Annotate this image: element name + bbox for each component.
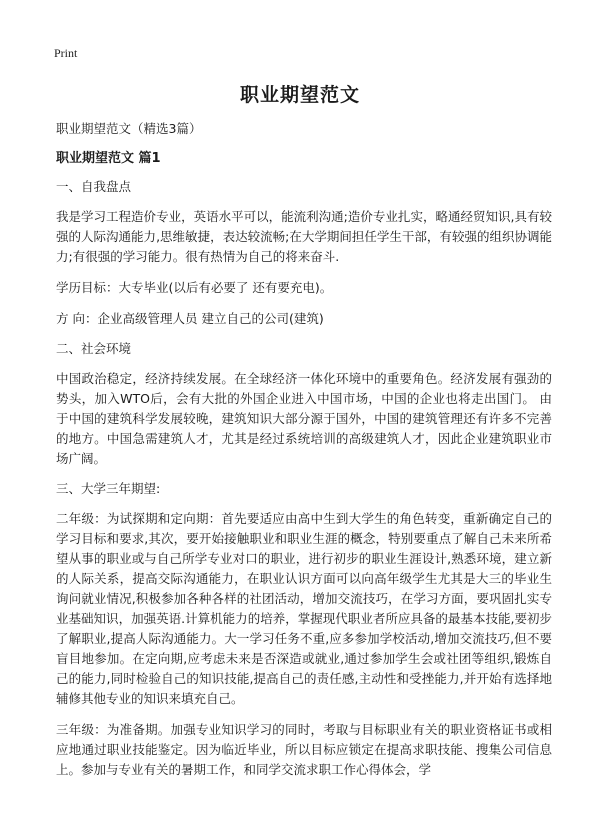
document-body [56,120,552,791]
paragraph-self-assessment: 我是学习工程造价专业，英语水平可以，能流利沟通;造价专业扎实，略通经贸知识,具有较强的人际沟通能力,思维敏捷，表达较流畅;在大学期间担任学生干部，有较强的组织协调能力;有很强的学习能力。很有热情为自己的将来奋斗. [56,209,552,264]
document-subtitle: 职业期望范文（精选3篇） [56,121,202,136]
paragraph-social-environment: 中国政治稳定，经济持续发展。在全球经济一体化环境中的重要角色。经济发展有强劲的势头，加入WTO后，会有大批的外国企业进入中国市场，中国的企业也将走出国门。 由于中国的建筑科学发展较晚，建筑知识大部分源于国外，中国的建筑管理还有许多不完善的地方。中国急需建筑人才，尤其是经过系统培训的高级建筑人才，因此企业建筑职业市场广阔。 [56,371,552,466]
print-link[interactable]: Print [54,46,78,60]
heading-self-assessment: 一、自我盘点 [56,179,132,194]
paragraph-year-three: 三年级：为准备期。加强专业知识学习的同时，考取与目标职业有关的职业资格证书或相应地通过职业技能鉴定。因为临近毕业，所以目标应锁定在提高求职技能、搜集公司信息上。参加与专业有关的暑期工作，和同学交流求职工作心得体会，学 [56,722,552,777]
paragraph-education-goal: 学历目标：大专毕业(以后有必要了 还有要充电)。 [56,280,333,295]
paragraph-direction: 方 向：企业高级管理人员 建立自己的公司(建筑) [56,311,324,326]
heading-three-year-plan: 三、大学三年期望: [56,481,161,496]
paragraph-year-two: 二年级：为试探期和定向期：首先要适应由高中生到大学生的角色转变，重新确定自己的学习目标和要求,其次，要开始接触职业和职业生涯的概念，特别要重点了解自己未来所希望从事的职业或与自己所学专业对口的职业，进行初步的职业生涯设计,熟悉环境，建立新的人际关系，提高交际沟通能力，在职业认识方面可以向高年级学生尤其是大三的毕业生询问就业情况,积极参加各种各样的社团活动，增加交流技巧，在学习方面，要巩固扎实专业基础知识，加强英语.计算机能力的培养，掌握现代职业者所应具备的最基本技能,要初步了解职业,提高人际沟通能力。大一学习任务不重,应多参加学校活动,增加交流技巧,但不要盲目地参加。在定向期,应考虑未来是否深造或就业,通过参加学生会或社团等组织,锻炼自己的能力,同时检验自己的知识技能,提高自己的责任感,主动性和受挫能力,并开始有选择地辅修其他专业的知识来填充自己。 [56,511,552,706]
heading-social-environment: 二、社会环境 [56,341,132,356]
page-title: 职业期望范文 [239,84,360,106]
section-title: 职业期望范文 篇1 [56,151,161,166]
